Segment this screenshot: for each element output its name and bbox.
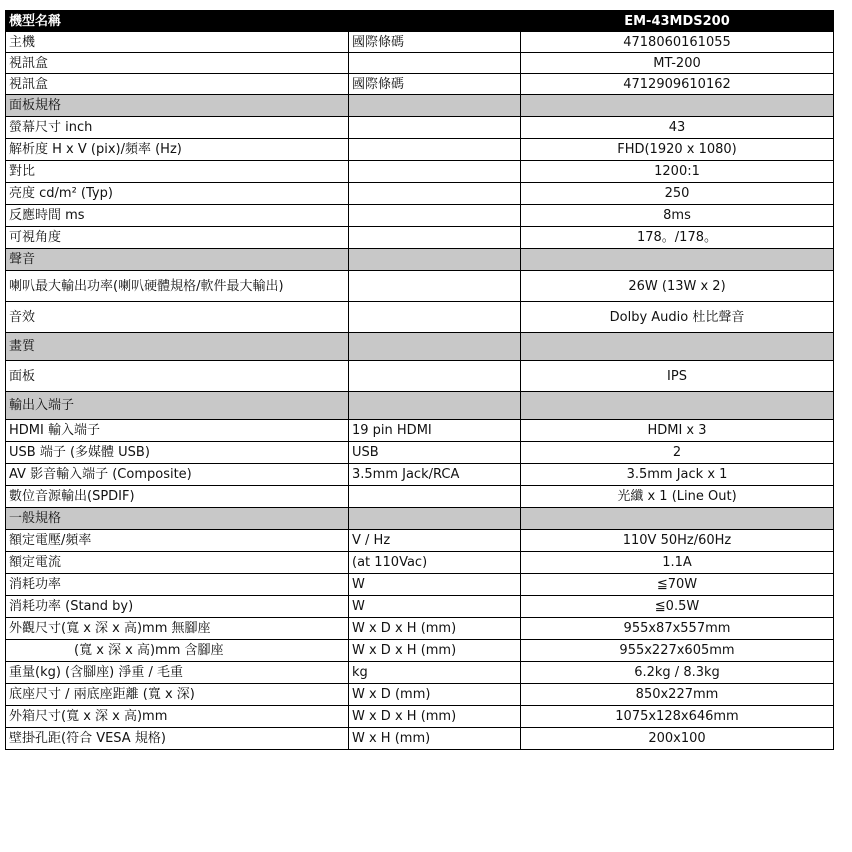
spec-label: 消耗功率 (Stand by) [6,596,349,618]
spec-value: 4712909610162 [521,74,834,95]
spec-sub [349,205,521,227]
spec-sub [349,117,521,139]
spec-row [6,706,834,728]
spec-label: 視訊盒 [6,53,349,74]
section-blank [349,95,521,117]
spec-row [6,728,834,750]
spec-row [6,486,834,508]
spec-value: ≦0.5W [521,596,834,618]
section-row [6,508,834,530]
spec-row [6,302,834,333]
spec-row [6,161,834,183]
spec-value: 250 [521,183,834,205]
spec-label: 額定電壓/頻率 [6,530,349,552]
section-blank [521,333,834,361]
section-blank [349,392,521,420]
spec-row [6,596,834,618]
spec-label: 外觀尺寸(寬 x 深 x 高)mm 無腳座 [6,618,349,640]
section-title: 輸出入端子 [6,392,349,420]
spec-row [6,32,834,53]
spec-row [6,618,834,640]
section-blank [349,249,521,271]
spec-row [6,420,834,442]
spec-sub [349,361,521,392]
spec-sub [349,161,521,183]
spec-value: ≦70W [521,574,834,596]
spec-row [6,271,834,302]
section-row [6,333,834,361]
section-blank [521,95,834,117]
section-title: 聲音 [6,249,349,271]
spec-label: 外箱尺寸(寬 x 深 x 高)mm [6,706,349,728]
spec-row [6,684,834,706]
section-blank [521,508,834,530]
spec-row [6,139,834,161]
spec-label: 壁掛孔距(符合 VESA 規格) [6,728,349,750]
spec-sub: 國際條碼 [349,74,521,95]
spec-label: 數位音源輸出(SPDIF) [6,486,349,508]
spec-value: IPS [521,361,834,392]
spec-label: 喇叭最大輸出功率(喇叭硬體規格/軟件最大輸出) [6,271,349,302]
section-row [6,249,834,271]
spec-label: 額定電流 [6,552,349,574]
spec-sub: kg [349,662,521,684]
spec-value: 43 [521,117,834,139]
spec-value: 200x100 [521,728,834,750]
spec-row [6,74,834,95]
spec-label: 底座尺寸 / 兩底座距離 (寬 x 深) [6,684,349,706]
spec-sub: 國際條碼 [349,32,521,53]
spec-row [6,227,834,249]
spec-row [6,662,834,684]
spec-sub [349,53,521,74]
section-title: 面板規格 [6,95,349,117]
spec-label: 可視角度 [6,227,349,249]
spec-sub: USB [349,442,521,464]
spec-row [6,530,834,552]
spec-label: 亮度 cd/m² (Typ) [6,183,349,205]
spec-row [6,183,834,205]
section-blank [521,392,834,420]
spec-sub: (at 110Vac) [349,552,521,574]
section-title: 畫質 [6,333,349,361]
section-row [6,95,834,117]
spec-sub: W [349,596,521,618]
spec-label: AV 影音輸入端子 (Composite) [6,464,349,486]
spec-sub [349,183,521,205]
spec-sub: W x H (mm) [349,728,521,750]
spec-value: 3.5mm Jack x 1 [521,464,834,486]
spec-sheet [5,10,833,750]
spec-label: 重量(kg) (含腳座) 淨重 / 毛重 [6,662,349,684]
spec-value: 955x87x557mm [521,618,834,640]
section-blank [349,508,521,530]
spec-label: HDMI 輸入端子 [6,420,349,442]
spec-value: 4718060161055 [521,32,834,53]
spec-value: HDMI x 3 [521,420,834,442]
spec-value: MT-200 [521,53,834,74]
spec-label: 主機 [6,32,349,53]
spec-value: 178。/178。 [521,227,834,249]
spec-sub [349,302,521,333]
spec-row [6,552,834,574]
spec-label: USB 端子 (多媒體 USB) [6,442,349,464]
spec-sub: W x D x H (mm) [349,706,521,728]
spec-label: 視訊盒 [6,74,349,95]
spec-row [6,574,834,596]
spec-label: 音效 [6,302,349,333]
spec-label: 解析度 H x V (pix)/頻率 (Hz) [6,139,349,161]
spec-label: 螢幕尺寸 inch [6,117,349,139]
spec-label: 面板 [6,361,349,392]
spec-label: 反應時間 ms [6,205,349,227]
section-row [6,392,834,420]
section-blank [349,333,521,361]
spec-value: 955x227x605mm [521,640,834,662]
spec-row [6,442,834,464]
spec-sub [349,227,521,249]
header-label: 機型名稱 [6,11,349,32]
header-row [6,11,834,32]
spec-row [6,205,834,227]
spec-sub [349,271,521,302]
spec-sub: W x D x H (mm) [349,618,521,640]
section-title: 一般規格 [6,508,349,530]
spec-table [5,10,834,750]
spec-value: 26W (13W x 2) [521,271,834,302]
spec-sub: 19 pin HDMI [349,420,521,442]
spec-label: 對比 [6,161,349,183]
spec-value: 1200:1 [521,161,834,183]
spec-row [6,464,834,486]
model-name: EM-43MDS200 [521,11,834,32]
spec-sub: 3.5mm Jack/RCA [349,464,521,486]
spec-label: 消耗功率 [6,574,349,596]
spec-sub: W x D x H (mm) [349,640,521,662]
spec-sub [349,486,521,508]
spec-value: 1.1A [521,552,834,574]
spec-row [6,361,834,392]
spec-label: (寬 x 深 x 高)mm 含腳座 [6,640,349,662]
spec-value: 8ms [521,205,834,227]
spec-value: Dolby Audio 杜比聲音 [521,302,834,333]
header-blank [349,11,521,32]
spec-sub: W [349,574,521,596]
spec-value: 110V 50Hz/60Hz [521,530,834,552]
spec-row [6,53,834,74]
spec-row [6,117,834,139]
spec-value: 850x227mm [521,684,834,706]
section-blank [521,249,834,271]
spec-value: 光纖 x 1 (Line Out) [521,486,834,508]
spec-sub [349,139,521,161]
spec-sub: W x D (mm) [349,684,521,706]
spec-value: 6.2kg / 8.3kg [521,662,834,684]
spec-value: FHD(1920 x 1080) [521,139,834,161]
spec-row [6,640,834,662]
spec-value: 2 [521,442,834,464]
spec-value: 1075x128x646mm [521,706,834,728]
spec-sub: V / Hz [349,530,521,552]
